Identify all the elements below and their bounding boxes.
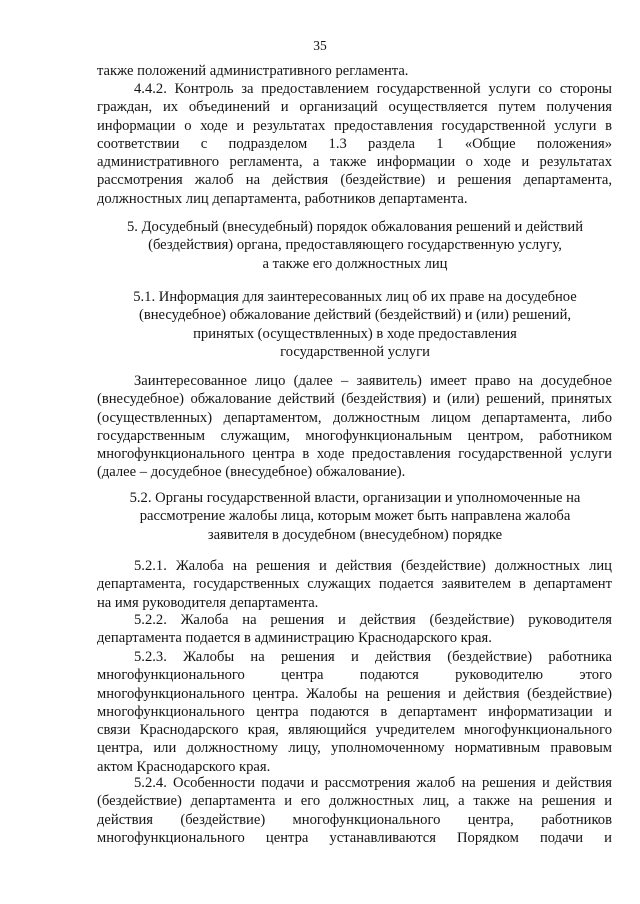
paragraph-line: рассмотрения жалоб на действия (бездействие) и решения департамента, bbox=[97, 172, 612, 189]
heading-line: (бездействия) органа, предоставляющего государственную услугу, bbox=[148, 237, 562, 254]
section-5-heading bbox=[90, 218, 620, 273]
paragraph-line: центра, или должностному лицу, уполномоченному нормативным правовым bbox=[97, 740, 612, 757]
paragraph-line: многофункционального центра устанавливаются Порядком подачи и bbox=[97, 829, 612, 846]
heading-line: заявителя в досудебном (внесудебном) порядке bbox=[207, 526, 503, 543]
paragraph-line: государственным служащим, многофункциональным центром, работником bbox=[97, 427, 612, 444]
paragraph-line: департамента подается в администрацию Краснодарского края. bbox=[97, 630, 492, 647]
paragraph-line: (внесудебное) обжалование действий (бездействия) и (или) решений, принятых bbox=[97, 391, 612, 408]
section-5-1-heading bbox=[90, 288, 620, 361]
heading-line: а также его должностных лиц bbox=[262, 255, 448, 272]
heading-line: рассмотрение жалобы лица, которым может быть направлена жалоба bbox=[139, 508, 571, 525]
paragraph-line: многофункционального центра. Жалобы на решения и действия (бездействие) bbox=[97, 685, 612, 702]
page-number: 35 bbox=[313, 38, 327, 53]
paragraph-line: связи Краснодарского края, являющийся учредителем многофункционального bbox=[97, 722, 612, 739]
paragraph-line: 5.2.1. Жалоба на решения и действия (бездействие) должностных лиц bbox=[134, 558, 612, 574]
heading-line: (внесудебное) обжалование действий (бездействий) и (или) решений, bbox=[138, 307, 572, 324]
paragraph-line: многофункционального центра подаются руководителю этого bbox=[97, 667, 612, 684]
paragraph-5-2-4 bbox=[97, 774, 612, 847]
paragraph-line: Заинтересованное лицо (далее – заявитель) имеет право на досудебное bbox=[134, 373, 612, 389]
heading-line: принятых (осуществленных) в ходе предоставления bbox=[193, 325, 517, 342]
section-5-2-heading bbox=[90, 489, 620, 544]
paragraph-4-4-2 bbox=[97, 80, 612, 208]
paragraph-line: (бездействие) департамента и его должностных лиц, а также на решения и bbox=[97, 793, 612, 810]
paragraph-line: должностных лиц департамента, работников департамента. bbox=[97, 190, 468, 207]
paragraph-line: департамента, государственных служащих подается заявителем в департамент bbox=[97, 576, 612, 593]
paragraph-line: 5.2.4. Особенности подачи и рассмотрения жалоб на решения и действия bbox=[134, 775, 612, 791]
paragraph-5-2-3 bbox=[97, 648, 612, 776]
paragraph-5-1 bbox=[97, 372, 612, 482]
heading-line: 5.2. Органы государственной власти, организации и уполномоченные на bbox=[129, 490, 581, 506]
heading-line: государственной услуги bbox=[280, 343, 430, 360]
paragraph-line: действия (бездействие) многофункционального центра, работников bbox=[97, 811, 612, 828]
paragraph-5-2-2 bbox=[97, 611, 612, 648]
paragraph-line: административного регламента, а также информации о ходе и результатах bbox=[97, 154, 612, 171]
paragraph-line: на имя руководителя департамента. bbox=[97, 594, 319, 611]
paragraph-line: многофункционального центра в ходе предоставления государственной услуги bbox=[97, 446, 612, 463]
paragraph-continuation bbox=[97, 62, 612, 80]
paragraph-line: многофункционального центра подаются в департамент информатизации и bbox=[97, 703, 612, 720]
heading-line: 5.1. Информация для заинтересованных лиц об их праве на досудебное bbox=[133, 289, 577, 305]
paragraph-line: 4.4.2. Контроль за предоставлением государственной услуги со стороны bbox=[134, 81, 612, 97]
paragraph-line: (далее – досудебное (внесудебное) обжалование). bbox=[97, 464, 406, 481]
paragraph-line: 5.2.2. Жалоба на решения и действия (бездействие) руководителя bbox=[134, 612, 612, 628]
paragraph-line: информации о ходе и результатах предоставления государственной услуги в bbox=[97, 117, 612, 134]
paragraph-line: также положений административного регламента. bbox=[97, 63, 409, 79]
heading-line: 5. Досудебный (внесудебный) порядок обжалования решений и действий bbox=[126, 219, 584, 235]
paragraph-line: граждан, их объединений и организаций осуществляется путем получения bbox=[97, 99, 612, 116]
paragraph-line: 5.2.3. Жалобы на решения и действия (бездействие) работника bbox=[134, 649, 612, 665]
paragraph-line: актом Краснодарского края. bbox=[97, 758, 271, 775]
paragraph-5-2-1 bbox=[97, 557, 612, 612]
paragraph-line: соответствии с подразделом 1.3 раздела 1 «Общие положения» bbox=[97, 135, 612, 152]
paragraph-line: (осуществленных) департаментом, должностным лицом департамента, либо bbox=[97, 409, 612, 426]
